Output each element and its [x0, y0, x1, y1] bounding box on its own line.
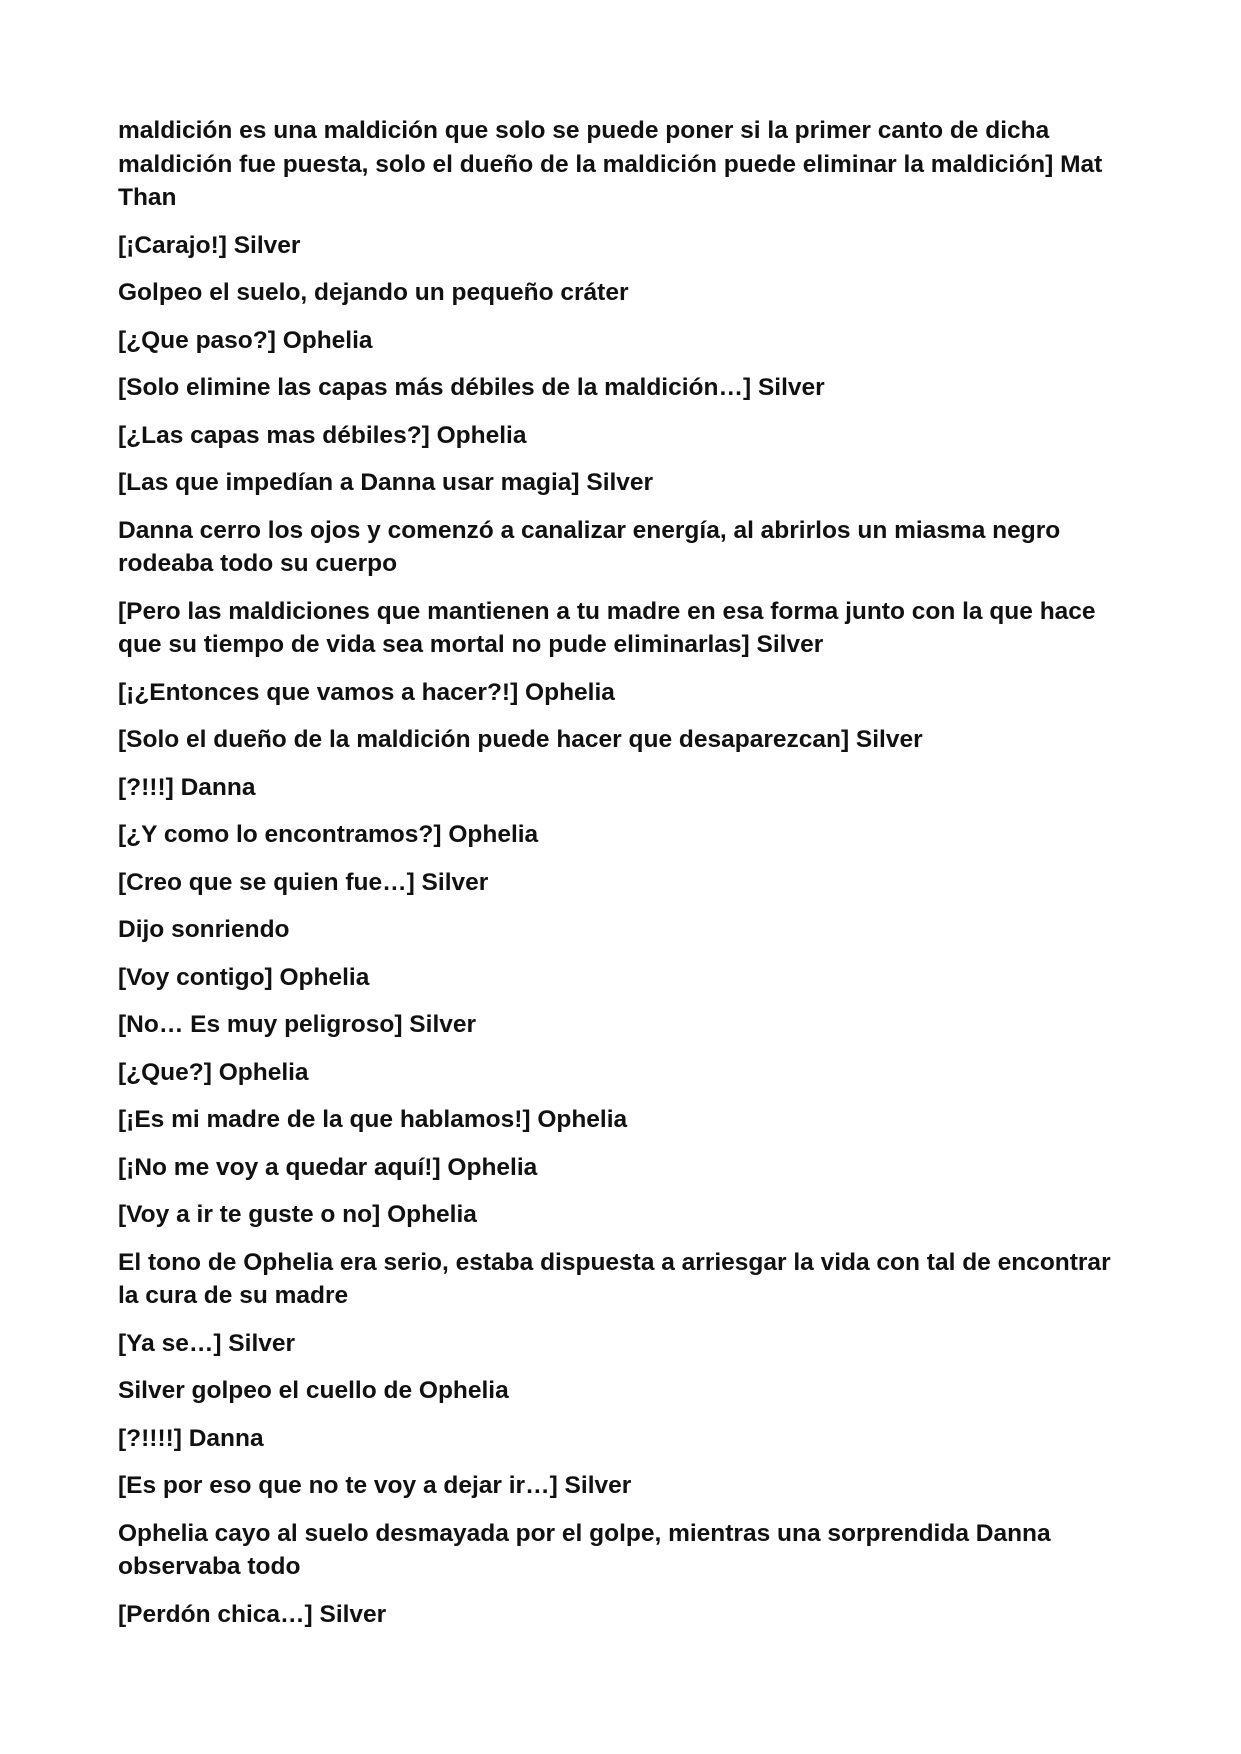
paragraph: [?!!!] Danna — [118, 773, 256, 801]
paragraph: [¡Es mi madre de la que hablamos!] Ophelia — [118, 1106, 628, 1133]
paragraph: [¿Que paso?] Ophelia — [118, 326, 373, 354]
paragraph: [Pero las maldiciones que mantienen a tu madre en esa forma junto con la que hace que su tiempo de vida sea mortal no pude eliminarlas] Silver — [118, 597, 1096, 658]
paragraph: [¡¿Entonces que vamos a hacer?!] Ophelia — [118, 678, 615, 706]
paragraph: [¿Que?] Ophelia — [118, 1058, 309, 1086]
paragraph: Ophelia cayo al suelo desmayada por el golpe, mientras una sorprendida Danna observaba todo — [118, 1519, 1051, 1580]
paragraph: [Creo que se quien fue…] Silver — [118, 868, 489, 896]
paragraph: [¿Las capas mas débiles?] Ophelia — [118, 421, 527, 449]
paragraph: maldición es una maldición que solo se puede poner si la primer canto de dicha maldición fue puesta, solo el dueño de la maldición puede eliminar la maldición] Mat Than — [118, 117, 1103, 211]
paragraph: [Voy contigo] Ophelia — [118, 963, 370, 991]
document-body — [118, 114, 1133, 1645]
paragraph: Danna cerro los ojos y comenzó a canalizar energía, al abrirlos un miasma negro rodeaba todo su cuerpo — [118, 516, 1061, 577]
paragraph: [Ya se…] Silver — [118, 1329, 296, 1357]
paragraph: Silver golpeo el cuello de Ophelia — [118, 1377, 509, 1404]
paragraph: [¡No me voy a quedar aquí!] Ophelia — [118, 1153, 538, 1181]
paragraph: [Solo el dueño de la maldición puede hacer que desaparezcan] Silver — [118, 726, 923, 753]
paragraph: [?!!!!] Danna — [118, 1424, 264, 1452]
paragraph: [Las que impedían a Danna usar magia] Silver — [118, 469, 654, 496]
paragraph: Golpeo el suelo, dejando un pequeño cráter — [118, 279, 629, 306]
paragraph: Dijo sonriendo — [118, 916, 290, 943]
paragraph: [¿Y como lo encontramos?] Ophelia — [118, 821, 539, 848]
paragraph: [No… Es muy peligroso] Silver — [118, 1011, 477, 1038]
paragraph: [Solo elimine las capas más débiles de la maldición…] Silver — [118, 374, 825, 401]
paragraph: [Voy a ir te guste o no] Ophelia — [118, 1201, 477, 1228]
paragraph: [¡Carajo!] Silver — [118, 231, 301, 259]
paragraph: [Es por eso que no te voy a dejar ir…] Silver — [118, 1472, 632, 1499]
paragraph: El tono de Ophelia era serio, estaba dispuesta a arriesgar la vida con tal de encontrar la cura de su madre — [118, 1248, 1111, 1309]
paragraph: [Perdón chica…] Silver — [118, 1600, 387, 1628]
